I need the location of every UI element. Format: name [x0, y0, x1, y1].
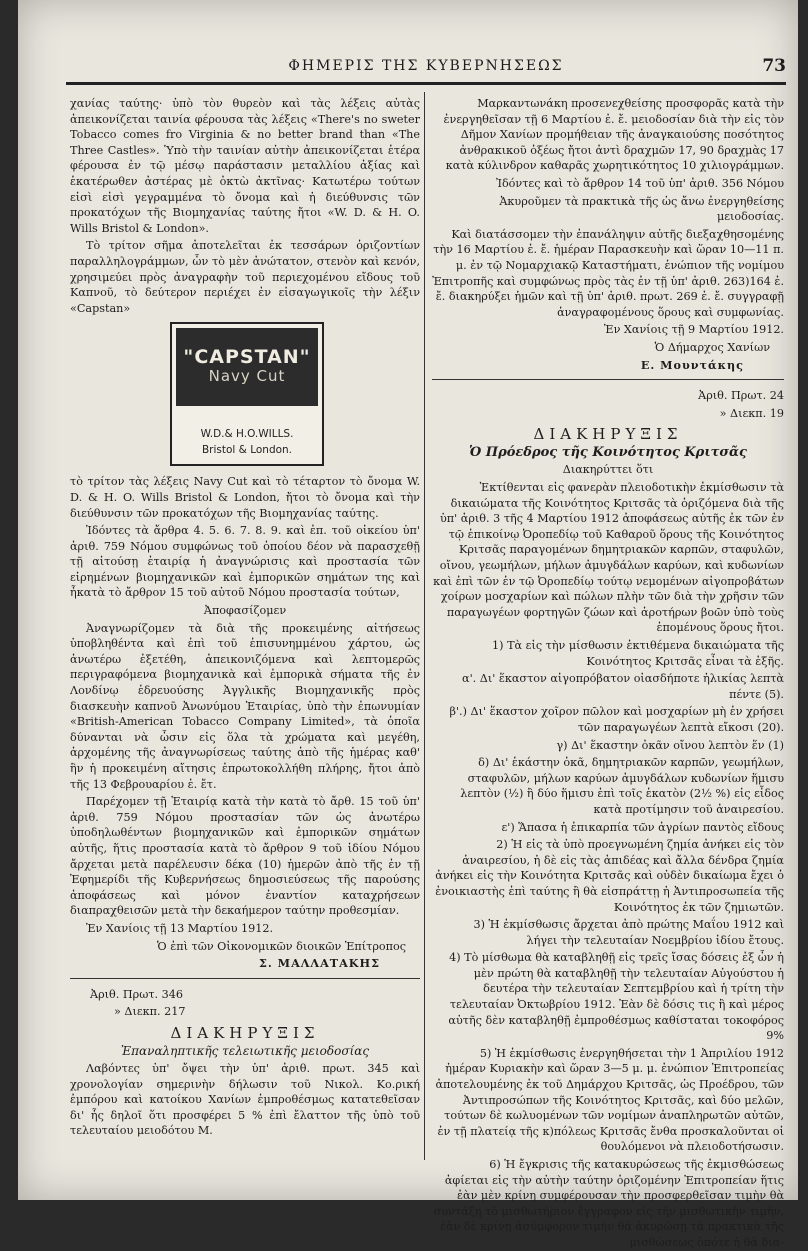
dispatch-number: » Διεκπ. 217 — [114, 1005, 186, 1019]
announcement-subheading: Ὁ Πρόεδρος τῆς Κοινότητος Κριτσᾶς — [469, 444, 747, 460]
date-line: Ἐν Χανίοις τῇ 13 Μαρτίου 1912. — [86, 921, 274, 935]
paragraph: Μαρκαντωνάκη προσενεχθείσης προσφορᾶς κατὰ τὴν ἐνεργηθεῖσαν τῇ 6 Μαρτίου ἐ. ἔ. μειοδοσίαν διὰ τὴν εἰς τὸν Δῆμον Χανίων προμήθειαν τῆς ἀναγκαιούσης ποσότητος ἀνθρακικοῦ ὀξέως ἤτοι ἀντὶ δραχμῶν 17, 90 δραχμὰς 17 κατὰ κύλινδρον καθαρᾶς χωρητικότητος 10 χιλιογράμμων. — [443, 97, 784, 173]
paragraph: 3) Ἡ ἐκμίσθωσις ἄρχεται ἀπὸ πρώτης Μαΐου 1912 καὶ λήγει τὴν τελευταίαν Νοεμβρίου ἰδίου ἔτους. — [473, 918, 784, 947]
paragraph: Ἰδόντες καὶ τὸ ἄρθρον 14 τοῦ ὑπ' ἀριθ. 356 Νόμου — [496, 176, 784, 190]
date-line: Ἐν Χανίοις τῇ 9 Μαρτίου 1912. — [604, 323, 784, 337]
capstan-trademark-image — [170, 322, 324, 466]
paragraph: χανίας ταύτης· ὑπὸ τὸν θυρεὸν καὶ τὰς λέξεις αὐτὰς ἀπεικονίζεται ταινία φέρουσα τὰς λέξεις «There's no sweter Tobacco comes fro Virginia & no better brand than «The Three Castles». Ὑπὸ τὴν ταινίαν αὐτὴν ἀπεικονίζεται ἑτέρα φέρουσα ἐν τῷ μέσῳ παράστασιν μεταλλίου ἀξίας καὶ ἑκατέρωθεν ἀστέρας μὲ ὀκτὼ ἀκτῖνας· Κατωτέρω τούτων εἰσὶ εἰσὶ γεγραμμένα τὸ ὄνομα καὶ ἡ διεύθυνσις τῶν προκατόχων τῆς Βιομηχανίας ταύτης ἤτοι «W. D. & H. O. Wills Bristol & London». — [70, 97, 420, 235]
newspaper-page — [18, 0, 798, 1249]
paragraph: 2) Ἡ εἰς τὰ ὑπὸ προεγνωμένη ζημία ἀνήκει εἰς τὸν ἀναιρεσίου, ἡ δὲ εἰς τὰς ἀπιδέας καὶ ἄλλα δένδρα ζημία ἀνήκει εἰς τὴν Κοινότητα Κριτσᾶς καὶ οὐδὲν δικαίωμα ἔχει ὁ ἐνοικιαστὴς ἐπὶ ταύτης ἢ θὰ εἰσπράττῃ ἡ Ἀντιπροσωπεία τῆς Κοινότητος ἐκ τῶν ζημιωτῶν. — [435, 838, 784, 914]
section-rule — [70, 978, 420, 979]
paragraph: 6) Ἡ ἔγκρισις τῆς κατακυρώσεως τῆς ἐκμισθώσεως ἀφίεται εἰς τὴν αὐτὴν ταύτην ὁριζομένην Ἐπιτροπείαν ἥτις ἐὰν μὲν κρίνῃ συμφέρουσαν τὴν προσφερθεῖσαν τιμὴν θὰ συντάξῃ τὸ μισθωτήριον ἔγγραφον εἰς τὴν μισθωτικὴν τιμὴν, ἐὰν δὲ κρίνῃ ἀσύμφορον τιμὴν θὰ ἀκυρώσῃ τὰ πρακτικὰ τῆς μισθώσεως ὁπότε ἡ θὰ δια- — [433, 1158, 784, 1249]
column-divider — [424, 92, 425, 1160]
decision-heading: Ἀποφασίζομεν — [203, 604, 287, 618]
left-column — [70, 96, 420, 1160]
paragraph: 1) Τὰ εἰς τὴν μίσθωσιν ἐκτιθέμενα δικαιώματα τῆς Κοινότητος Κριτσᾶς εἶναι τὰ ἑξῆς. — [492, 639, 784, 668]
paragraph: ε') Ἅπασα ἡ ἐπικαρπία τῶν ἀγρίων παντὸς εἴδους — [501, 820, 784, 834]
paragraph: Ἀναγνωρίζομεν τὰ διὰ τῆς προκειμένης αἰτήσεως ὑποβληθέντα καὶ ἐπὶ τοῦ ἐπισυνημμένου χάρτου, ὡς ἀνωτέρω ἐξετέθη, ἀπεικονιζόμενα καὶ λεπτομερῶς περιγραφόμενα βιομηχανικὰ καὶ ἐμπορικὰ σήματα τῆς ἐν Λονδίνῳ ἑδρευούσης Ἀγγλικῆς Βιομηχανικῆς πρὸς διασκευὴν καπνοῦ Ἀνωνύμου Ἑταιρίας, ὑπὸ τὴν ἐπωνυμίαν «British-American Tobacco Company Limited», τὰ ὁποῖα δύνανται νὰ ὦσιν εἰς ὅλα τὰ χρώματα καὶ μεγέθη, ἀρχομένης τῆς ἀναγνωρίσεως ταύτης ἀπὸ τῆς ἡμέρας καθ' ἣν ἡ προκειμένη αἴτησις ἐπρωτοκολλήθη πλήρης, ἤτοι ἀπὸ τῆς 13 Φεβρουαρίου ἐ. ἔτ. — [70, 621, 420, 791]
paragraph: α'. Δι' ἕκαστον αἰγοπρόβατον οἱασδήποτε ἡλικίας λεπτὰ πέντε (5). — [462, 672, 784, 701]
trademark-maker-name: W.D.& H.O.WILLS. — [200, 428, 294, 441]
signature-title: Ὁ ἐπὶ τῶν Οἰκονομικῶν διοικῶν Ἐπίτροπος — [157, 939, 406, 953]
paragraph: Ἀκυροῦμεν τὰ πρακτικὰ τῆς ὡς ἄνω ἐνεργηθείσης μειοδοσίας. — [499, 194, 784, 224]
paragraph: 5) Ἡ ἐκμίσθωσις ἐνεργηθήσεται τὴν 1 Ἀπριλίου 1912 ἡμέραν Κυριακὴν καὶ ὥραν 3—5 μ. μ. ἐνώπιον Ἐπιτροπείας ἀποτελουμένης ἐκ τοῦ Δημάρχου Κριτσᾶς, ὡς Προέδρου, τῶν Ἀντιπροσώπων τῆς Κοινότητος Κριτσᾶς, καὶ δύο μελῶν, τούτων δὲ κωλυομένων τῶν νομίμων ἀναπληρωτῶν αὐτῶν, ἐν τῇ πλατείᾳ τῆς κ)πόλεως Κριτσᾶς ἔνθα προσκαλοῦνται οἱ θουλόμενοι νὰ πλειοδοτήσωσιν. — [435, 1046, 784, 1154]
paragraph: Τὸ τρίτον σῆμα ἀποτελεῖται ἐκ τεσσάρων ὁριζοντίων παραλληλογράμμων, ὧν τὸ μὲν ἀνώτατον, στενὸν καὶ κενόν, χρησιμεύει πρὸς ἀναγραφὴν τοῦ περιεχομένου εἴδους τοῦ Καπνοῦ, τὸ δεύτερον περιέχει ἐν εἰσαγωγικοῖς τὴν λέξιν «Capstan» — [70, 239, 420, 315]
paragraph: β'.) Δι' ἕκαστον χοῖρον πῶλον καὶ μοσχαρίων μὴ ἐν χρήσει τῶν παραγωγέων λεπτὰ εἴκοσι (20). — [449, 705, 784, 734]
announcement-heading: ΔΙΑΚΗΡΥΞΙΣ — [170, 1023, 320, 1042]
protocol-number: Ἀριθ. Πρωτ. 24 — [698, 389, 784, 403]
paragraph: γ) Δι' ἕκαστην ὀκᾶν οἴνου λεπτὸν ἕν (1) — [556, 738, 784, 752]
trademark-capstan-text: "CAPSTAN" — [183, 345, 311, 368]
paragraph: Καὶ διατάσσομεν τὴν ἐπανάληψιν αὐτῆς διεξαχθησομένης τὴν 16 Μαρτίου ἐ. ἔ. ἡμέραν Παρασκευὴν καὶ ὥραν 10—11 π. μ. ἐν τῷ Νομαρχιακῷ Καταστήματι, ἐνώπιον τῆς νομίμου Ἐπιτροπῆς καὶ συμφώνως πρὸς τὰς ἐν τῇ ὑπ' ἀριθ. 263)164 ἐ. ἔ. διακηρύξει ἡμῶν καὶ τῇ ὑπ' ἀριθ. πρωτ. 269 ἐ. ἔ. συγγραφῇ ἀναγραφομένους ὅρους καὶ συμφωνίας. — [432, 227, 784, 319]
signature-title: Ὁ Δήμαρχος Χανίων — [654, 340, 770, 354]
paragraph: δ) Δι' ἑκάστην ὀκᾶ, δημητριακῶν καρπῶν, γεωμήλων, σταφυλῶν, μήλων καρύων ἀμυγδάλων κυδωνίων ἥμισυ λεπτὸν (½) ἢ δύο ἥμισυ ἐπὶ τοῖς ἑκατὸν (2½ %) εἰς εἶδος κατὰ προτίμησιν τοῦ ἀναιρεσίου. — [460, 756, 784, 816]
section-rule — [432, 379, 784, 380]
trademark-dark-panel — [176, 328, 318, 406]
dispatch-number: » Διεκπ. 19 — [719, 406, 784, 420]
paragraph: Ἐκτίθενται εἰς φανερὰν πλειοδοτικὴν ἐκμίσθωσιν τὰ δικαιώματα τῆς Κοινότητος Κριτσᾶς τὰ ὁριζόμενα διὰ τῆς ὑπ' ἀριθ. 3 τῆς 4 Μαρτίου 1912 ἀποφάσεως αὐτῆς ἐκ τῶν ἐν τῷ ἐπικοίνῳ Ὀροπεδίῳ τοῦ Καθαροῦ ὅρους τῆς Κοινότητος Κριτσᾶς παραγομένων δημητριακῶν καρπῶν, σταφυλῶν, οἴνου, γεωμήλων, μήλων ἀμυγδάλων καρύων, καὶ κυδωνίων καὶ ἐπὶ τῶν ἐν τῷ Ὀροπεδίῳ τούτῳ νεμομένων αἰγοπροβάτων χοίρων μοσχαρίων καὶ πώλων πλὴν τῶν διὰ τὴν χρῆσιν τῶν παραγωγέων φορτηγῶν ζώων καὶ ἀροτήρων βοῶν ὑπὸ τοὺς ἑπομένους ὅρους ἤτοι. — [433, 481, 784, 635]
signature-name: Σ. ΜΑΛΛΑΤΑΚΗΣ — [258, 956, 380, 971]
announcement-heading: ΔΙΑΚΗΡΥΞΙΣ — [533, 425, 683, 444]
paragraph: Παρέχομεν τῇ Ἑταιρίᾳ κατὰ τὴν κατὰ τὸ ἄρθ. 15 τοῦ ὑπ' ἀριθ. 759 Νόμου προστασίαν τῶν ὡς ἀνωτέρω ὑποδηλωθέντων βιομηχανικῶν καὶ ἐμπορικῶν σημάτων αὐτῆς, ἥτις προστασία κατὰ τὸ ἄρθρον 9 τοῦ ἰδίου Νόμου ἄρχεται μετὰ παρέλευσιν δέκα (10) ἡμερῶν ἀπὸ τῆς ἐν τῇ Ἐφημερίδι τῆς Κυβερνήσεως δημοσιεύσεως τῆς παρούσης ἀποφάσεως καὶ μόνον ἐναντίον καταχρήσεων διαπραχθεισῶν μετὰ τὴν δεκαήμερον ταύτην προθεσμίαν. — [70, 795, 420, 918]
paragraph: 4) Τὸ μίσθωμα θὰ καταβληθῇ εἰς τρεῖς ἴσας δόσεις ἐξ ὧν ἡ μὲν πρώτη θὰ καταβληθῇ τὴν τελευταίαν Αὐγούστου ἡ δευτέρα τὴν τελευταίαν Σεπτεμβρίου καὶ ἡ τρίτη τὴν τελευταίαν Ὀκτωβρίου 1912. Ἐὰν δὲ δόσις τις ἢ καὶ μέρος αὐτῆς δὲν καταβληθῇ ἐμπροθέσμως καθίσταται τοκοφόρος 9% — [448, 951, 784, 1043]
paragraph: τὸ τρίτον τὰς λέξεις Navy Cut καὶ τὸ τέταρτον τὸ ὄνομα W. D. & H. O. Wills Bristol & London, ἤτοι τὸ ὄνομα καὶ τὴν διεύθυνσιν τῶν προκατόχων τῆς Βιομηχανίας ταύτης. — [70, 475, 420, 520]
announcement-subheading: Ἐπαναληπτικῆς τελειωτικῆς μειοδοσίας — [120, 1043, 370, 1058]
paragraph: Λαβόντες ὑπ' ὄψει τὴν ὑπ' ἀριθ. πρωτ. 345 καὶ χρονολογίαν σημερινὴν δήλωσιν τοῦ Νικολ. Κο.ρική ἐμπόρου καὶ κατοίκου Χανίων ἐμπροθέσμως κατατεθεῖσαν δι' ἧς δηλοῖ ὅτι προσφέρει 5 % ἐπὶ ἔλαττον τῆς ὑπὸ τοῦ τελευταίου μειοδότου Μ. — [70, 1062, 420, 1138]
trademark-navy-cut-text: Navy Cut — [208, 367, 286, 386]
paragraph: Ἰδόντες τὰ ἄρθρα 4. 5. 6. 7. 8. 9. καὶ ἐπ. τοῦ οἰκείου ὑπ' ἀριθ. 759 Νόμου συμφώνως τοῦ ὁποίου δέον νὰ παρασχεθῇ τῇ αἰτούσῃ ἑταιρίᾳ ἡ ἀναγνώρισις καὶ προστασία τῶν εἰρημένων βιομηχανικῶν καὶ ἐμπορικῶν σημάτων της καὶ ἧκατὰ τὸ ἄρθρον 15 τοῦ αὐτοῦ Νόμου προστασία τούτων, — [70, 524, 420, 600]
page-header — [66, 58, 786, 85]
trademark-maker-city: Bristol & London. — [201, 444, 293, 457]
right-column — [432, 96, 784, 1249]
announcement-intro: Διακηρύττει ὅτι — [562, 463, 654, 477]
page-number: 73 — [762, 56, 786, 76]
signature-name: Ε. Μουντάκης — [640, 357, 744, 372]
trademark-maker-text — [176, 426, 318, 458]
gazette-title: ΦΗΜΕΡΙΣ ΤΗΣ ΚΥΒΕΡΝΗΣΕΩΣ — [288, 58, 564, 74]
protocol-number: Ἀριθ. Πρωτ. 346 — [90, 987, 184, 1001]
